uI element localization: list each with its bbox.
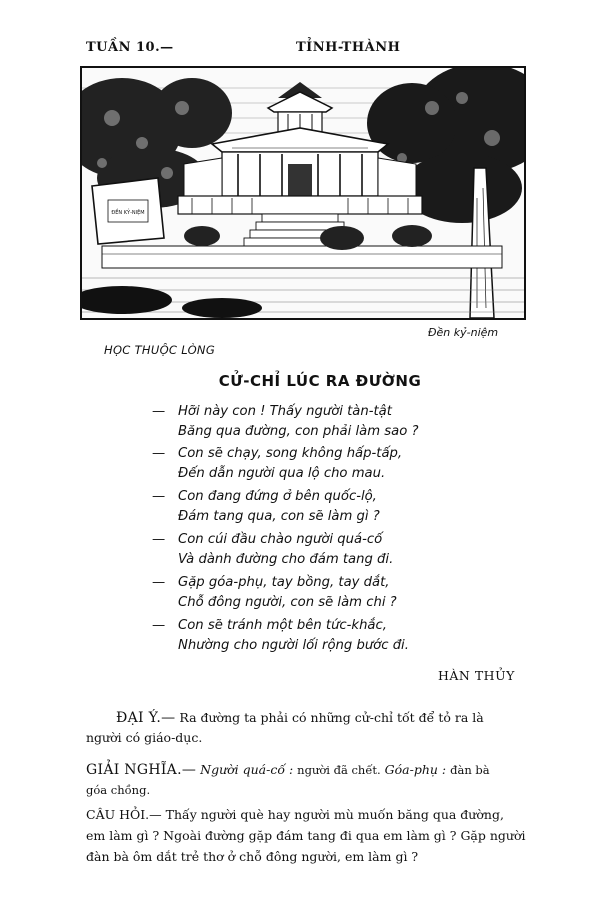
stanza-line: Đám tang qua, con sẽ làm gì ?: [178, 509, 380, 524]
stanza-line: Và dành đường cho đám tang đi.: [178, 552, 394, 567]
cau-hoi-label: CÂU HỎI.—: [86, 807, 162, 822]
stanza-3: — Con đang đứng ở bên quốc-lộ, Đám tang qua, con sẽ làm gì ?: [152, 489, 380, 524]
stanza-2: — Con sẽ chạy, song không hấp-tấp, Đến dẫn người qua lộ cho mau.: [152, 446, 403, 481]
stanza-6: — Con sẽ tránh một bên tức-khắc, Nhường cho người lối rộng bước đi.: [152, 618, 409, 653]
stanza-4: — Con cúi đầu chào người quá-cố Và dành đường cho đám tang đi.: [152, 532, 394, 567]
stanza-line: Con cúi đầu chào người quá-cố: [178, 532, 383, 547]
cau-hoi-section: [86, 804, 526, 867]
giai-nghia-section: [86, 760, 526, 800]
stanza-line: Nhường cho người lối rộng bước đi.: [178, 638, 409, 653]
stanza-line: Gặp góa-phụ, tay bồng, tay dắt,: [178, 575, 390, 590]
stanza-line: Đến dẫn người qua lộ cho mau.: [178, 466, 386, 481]
cau-hoi-text-2: em làm gì ? Ngoài đường gặp đám tang đi qua em làm gì ? Gặp người: [86, 828, 526, 843]
dai-y-text-1: Ra đường ta phải có những cử-chỉ tốt để tỏ ra là: [179, 710, 484, 725]
def-goa-phu: đàn bà: [450, 763, 490, 777]
stanza-5: — Gặp góa-phụ, tay bồng, tay dắt, Chỗ đông người, con sẽ làm chi ?: [152, 575, 397, 610]
chapter-title: TỈNH-THÀNH: [296, 40, 401, 55]
stanza-line: Chỗ đông người, con sẽ làm chi ?: [178, 595, 397, 610]
cau-hoi-text-1: Thấy người què hay người mù muốn băng qua đường,: [165, 807, 504, 822]
stanza-line: Băng qua đường, con phải làm sao ?: [178, 424, 419, 439]
stanza-line: Con sẽ chạy, song không hấp-tấp,: [178, 446, 403, 461]
poem-title: [0, 372, 602, 390]
def-nguoi-qua-co: người đã chết.: [297, 763, 381, 777]
term-goa-phu: Góa-phụ :: [384, 762, 447, 777]
section-label: HỌC THUỘC LÒNG: [104, 343, 216, 357]
dai-y-label: ĐẠI Ý.—: [116, 710, 176, 726]
sign-text: ĐỀN KỶ-NIỆM: [111, 210, 145, 216]
temple-illustration: [80, 66, 526, 320]
giai-nghia-text-2: góa chồng.: [86, 783, 151, 797]
stanza-1: — Hỡi này con ! Thấy người tàn-tật Băng qua đường, con phải làm sao ?: [152, 404, 419, 439]
illustration-caption: Đền kỷ-niệm: [428, 326, 499, 339]
temple-drawing: [82, 68, 524, 318]
stanza-line: Con sẽ tránh một bên tức-khắc,: [178, 618, 387, 633]
running-head: [86, 40, 516, 60]
week-label: TUẦN 10.—: [86, 40, 174, 55]
dai-y-text-2: người có giáo-dục.: [86, 730, 203, 745]
stanza-line: Hỡi này con ! Thấy người tàn-tật: [178, 404, 392, 419]
giai-nghia-label: GIẢI NGHĨA.—: [86, 762, 197, 778]
poem-title-text: CỬ-CHỈ LÚC RA ĐƯỜNG: [218, 372, 422, 390]
dai-y-section: [86, 708, 526, 748]
cau-hoi-text-3: đàn bà ôm dắt trẻ thơ ở chỗ đông người, em làm gì ?: [86, 849, 419, 864]
stanza-line: Con đang đứng ở bên quốc-lộ,: [178, 489, 377, 504]
term-nguoi-qua-co: Người quá-cố :: [200, 762, 294, 777]
poem-author: HÀN THỦY: [438, 668, 515, 683]
